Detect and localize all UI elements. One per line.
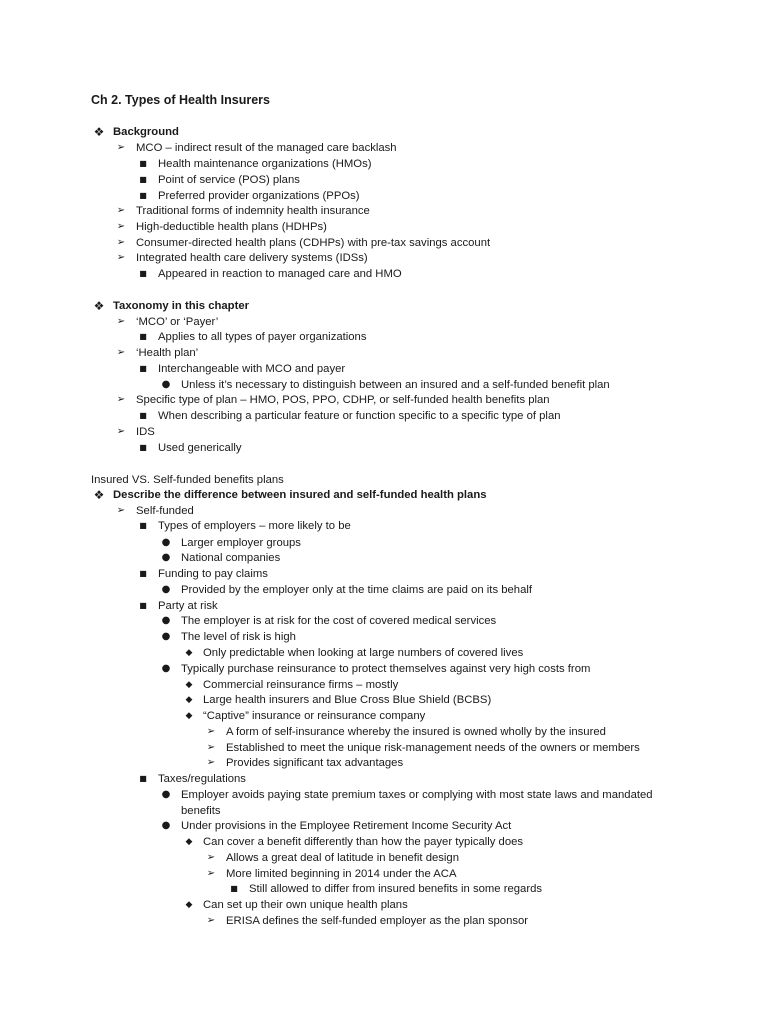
section-heading [0,487,768,503]
list-item-text: benefits [181,805,221,817]
diamond-bullet-icon: ◆ [185,837,193,847]
dot-bullet-icon: ● [161,552,171,563]
list-item-text: Still allowed to differ from insured benefits in some regards [249,883,543,895]
square-bullet-icon: ■ [139,411,147,420]
list-item [0,408,768,424]
list-item-text: Allows a great deal of latitude in benefit design [226,852,459,864]
square-bullet-icon: ■ [139,191,147,200]
list-item-text: When describing a particular feature or function specific to a specific type of plan [158,410,561,422]
list-item-text: Background [113,126,179,138]
list-item [0,172,768,188]
list-item-text: Unless it’s necessary to distinguish between an insured and a self-funded benefit plan [181,379,610,391]
list-item-text: Only predictable when looking at large numbers of covered lives [203,647,524,659]
list-item-text: Used generically [158,442,242,454]
arrow-bullet-icon: ➢ [116,252,126,263]
arrow-bullet-icon: ➢ [206,726,216,737]
list-item [0,219,768,235]
list-item [0,692,768,708]
list-item [0,203,768,219]
diamond-bullet-icon: ◆ [185,711,193,721]
list-item-text: Under provisions in the Employee Retirement Income Security Act [181,820,512,832]
list-item-text: Taxonomy in this chapter [113,300,250,312]
list-item [0,645,768,661]
list-item [0,755,768,771]
list-item-text: ‘MCO’ or ‘Payer’ [136,316,219,328]
list-item [0,156,768,172]
list-item [0,866,768,882]
list-item-text: Appeared in reaction to managed care and HMO [158,268,402,280]
list-item-text: Commercial reinsurance firms – mostly [203,679,399,691]
list-item [0,361,768,377]
list-item-text: Taxes/regulations [158,773,246,785]
square-bullet-icon: ■ [139,175,147,184]
arrow-bullet-icon: ➢ [116,221,126,232]
list-item [0,472,768,488]
square-bullet-icon: ■ [139,569,147,578]
diamond-bullet-icon: ◆ [185,695,193,705]
list-item-text: Party at risk [158,600,218,612]
list-item [0,881,768,897]
list-item [0,787,768,803]
arrow-bullet-icon: ➢ [116,316,126,327]
list-item [0,818,768,834]
list-item-text: Applies to all types of payer organizations [158,331,367,343]
square-bullet-icon: ■ [139,774,147,783]
list-item [0,392,768,408]
list-item [0,771,768,787]
list-item-text: Larger employer groups [181,537,301,549]
list-item-text: High-deductible health plans (HDHPs) [136,221,327,233]
square-bullet-icon: ■ [230,884,238,893]
dot-bullet-icon: ● [161,789,171,800]
list-item-text: Types of employers – more likely to be [158,520,351,532]
list-item-text: MCO – indirect result of the managed care backlash [136,142,397,154]
list-item-text: Insured VS. Self-funded benefits plans [91,474,284,486]
list-item-text: ERISA defines the self-funded employer as the plan sponsor [226,915,529,927]
diamond-bullet-icon: ◆ [185,648,193,658]
arrow-bullet-icon: ➢ [116,347,126,358]
dot-bullet-icon: ● [161,537,171,548]
list-item [0,266,768,282]
list-item-text: The employer is at risk for the cost of covered medical services [181,615,497,627]
list-item-text: Consumer-directed health plans (CDHPs) with pre-tax savings account [136,237,491,249]
list-item-text: ‘Health plan’ [136,347,199,359]
dot-bullet-icon: ● [161,584,171,595]
list-item [0,518,768,534]
list-item-text: Point of service (POS) plans [158,174,300,186]
list-item-text: National companies [181,552,281,564]
list-item [0,724,768,740]
section-heading [0,298,768,314]
dot-bullet-icon: ● [161,615,171,626]
arrow-bullet-icon: ➢ [116,237,126,248]
list-item [0,913,768,929]
arrow-bullet-icon: ➢ [116,394,126,405]
list-item-text: Large health insurers and Blue Cross Blue Shield (BCBS) [203,694,492,706]
list-item-text: A form of self-insurance whereby the insured is owned wholly by the insured [226,726,606,738]
arrow-bullet-icon: ➢ [116,505,126,516]
list-item [0,345,768,361]
arrow-bullet-icon: ➢ [206,757,216,768]
list-item [0,188,768,204]
arrow-bullet-icon: ➢ [116,142,126,153]
list-item [0,329,768,345]
list-item [0,424,768,440]
list-item-text: Traditional forms of indemnity health insurance [136,205,370,217]
list-item [0,440,768,456]
list-item-text: Describe the difference between insured and self-funded health plans [113,489,487,501]
square-bullet-icon: ■ [139,521,147,530]
diamond-bullet-icon: ◆ [185,680,193,690]
list-item-text: Funding to pay claims [158,568,268,580]
dot-bullet-icon: ● [161,379,171,390]
arrow-bullet-icon: ➢ [206,742,216,753]
diamond-bullet-icon: ◆ [185,900,193,910]
list-item-text: More limited beginning in 2014 under the ACA [226,868,457,880]
list-item [0,250,768,266]
list-item [0,629,768,645]
list-item [0,582,768,598]
list-item-text: Typically purchase reinsurance to protect themselves against very high costs from [181,663,591,675]
arrow-bullet-icon: ➢ [206,852,216,863]
list-item [0,535,768,551]
fleuron-bullet-icon: ❖ [93,125,105,139]
square-bullet-icon: ■ [139,443,147,452]
list-item [0,803,768,819]
list-item-text: Can cover a benefit differently than how the payer typically does [203,836,524,848]
list-item-text: Established to meet the unique risk-management needs of the owners or members [226,742,640,754]
dot-bullet-icon: ● [161,663,171,674]
fleuron-bullet-icon: ❖ [93,488,105,502]
dot-bullet-icon: ● [161,820,171,831]
list-item-text: Provided by the employer only at the time claims are paid on its behalf [181,584,533,596]
list-item-text: Integrated health care delivery systems (IDSs) [136,252,368,264]
dot-bullet-icon: ● [161,631,171,642]
list-item [0,235,768,251]
list-item [0,314,768,330]
square-bullet-icon: ■ [139,332,147,341]
list-item [0,740,768,756]
list-item-text: Self-funded [136,505,194,517]
fleuron-bullet-icon: ❖ [93,299,105,313]
list-item [0,834,768,850]
list-item [0,140,768,156]
square-bullet-icon: ■ [139,364,147,373]
list-item-text: Provides significant tax advantages [226,757,404,769]
list-item-text: The level of risk is high [181,631,296,643]
arrow-bullet-icon: ➢ [206,915,216,926]
list-item [0,850,768,866]
list-item [0,377,768,393]
section-heading [0,124,768,140]
list-item [0,550,768,566]
list-item [0,661,768,677]
square-bullet-icon: ■ [139,159,147,168]
list-item [0,598,768,614]
arrow-bullet-icon: ➢ [116,205,126,216]
list-item-text: “Captive” insurance or reinsurance company [203,710,426,722]
list-item-text: IDS [136,426,155,438]
list-item-text: Specific type of plan – HMO, POS, PPO, CDHP, or self-funded health benefits plan [136,394,550,406]
list-item-text: Employer avoids paying state premium taxes or complying with most state laws and mandated [181,789,653,801]
list-item [0,897,768,913]
list-item [0,677,768,693]
list-item-text: Health maintenance organizations (HMOs) [158,158,372,170]
list-item-text: Interchangeable with MCO and payer [158,363,346,375]
page-title: Ch 2. Types of Health Insurers [91,93,270,107]
list-item [0,566,768,582]
arrow-bullet-icon: ➢ [206,868,216,879]
list-item [0,708,768,724]
list-item-text: Can set up their own unique health plans [203,899,408,911]
arrow-bullet-icon: ➢ [116,426,126,437]
list-item [0,613,768,629]
list-item-text: Preferred provider organizations (PPOs) [158,190,360,202]
square-bullet-icon: ■ [139,601,147,610]
square-bullet-icon: ■ [139,269,147,278]
list-item [0,503,768,519]
